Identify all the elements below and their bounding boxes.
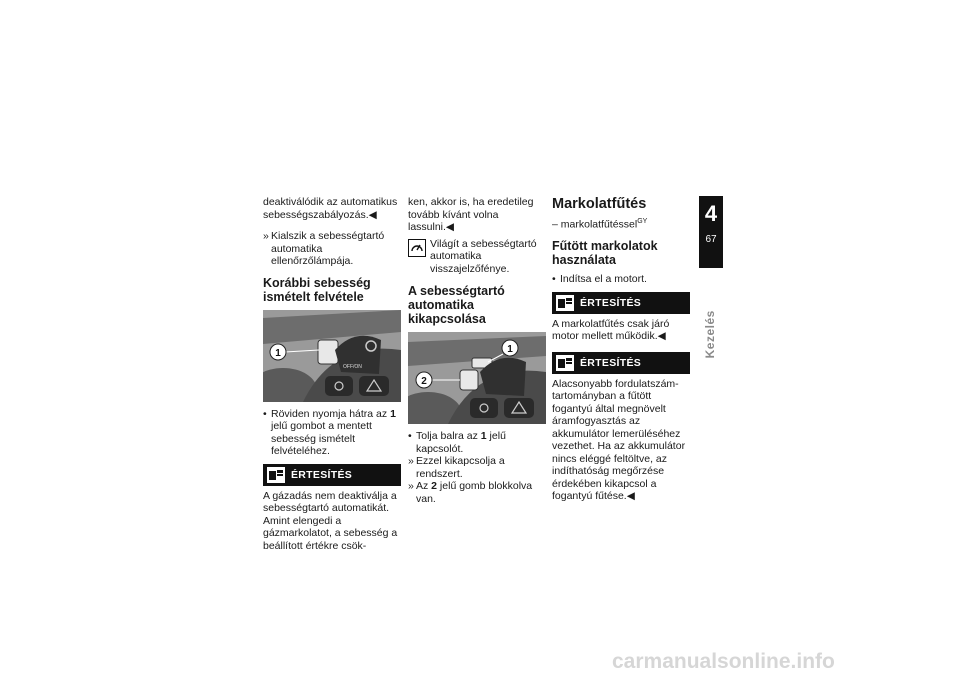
step-text: Tolja balra az [416,430,481,442]
handlebar-switch-photo [263,310,401,402]
bullet-icon: • [263,407,267,420]
watermark: carmanualsonline.info [612,650,835,673]
notice-label: ÉRTESÍTÉS [580,296,642,309]
section-heading: Korábbi sebesség ismételt felvétele [263,275,371,304]
notice-manual-icon [267,467,285,483]
result-text: Az [416,480,432,492]
notice-label: ÉRTESÍTÉS [580,356,642,369]
indicator-text: Világít a sebességtartó automatika visszajelzőfénye. [430,237,537,275]
notice-banner [263,464,401,486]
callout-2: 2 [421,376,427,387]
section-heading: A sebességtartó automatika kikapcsolása [408,284,505,326]
step-ref: 1 [390,407,396,420]
indicator-row [408,238,546,276]
bullet-icon: • [408,430,412,442]
page-number: 67 [705,234,717,245]
chapter-side-label [700,306,722,366]
notice-banner [552,292,690,314]
notice-manual-icon [556,295,574,311]
column-middle [408,196,546,505]
result-text: Ezzel kikapcsolja a rendszert. [416,455,505,480]
equipment-code: GY [637,218,648,225]
result-item [263,230,401,268]
column-left [263,196,401,552]
chapter-section-title: Markolatfűtés [552,196,647,212]
cruise-control-indicator-icon [408,239,426,261]
result-arrow-icon: » [263,230,269,242]
chapter-tab [699,196,723,268]
result-item [408,455,546,480]
callout-1: 1 [507,344,513,355]
result-ref: 2 [431,480,438,492]
photo-label: OFF/ON [343,363,362,370]
result-arrow-icon: » [408,480,414,492]
notice-text: A markolatfűtés csak járó motor mellett működik.◀ [552,317,670,342]
chapter-number: 4 [704,201,718,226]
notice-text: Alacsonyabb fordulatszám-tartományban a fűtött fogantyú által megnövelt áramfogyasztás az akkumulátor lemerüléséhez vezethet. Ha az akkumulátor nincs eléggé feltöltve, az indíthatóság megőrzése érdekében kikapcsol a fogantyú fűtése.◀ [552,377,686,502]
result-text: jelű gomb blokkolva van. [416,480,533,505]
step-ref: 1 [480,430,487,442]
bullet-icon: • [552,273,556,285]
step-item [408,430,546,455]
notice-text: A gázadás nem deaktiválja a sebességtartó automatikát. Amint elengedi a gázmarkolatot, a sebesség a beállított értékre csök- [263,489,398,552]
chapter-name: Kezelés [702,310,717,359]
section-heading: Fűtött markolatok használata [552,239,658,267]
notice-label: ÉRTESÍTÉS [291,468,353,481]
step-item [263,408,401,458]
equipment-text: markolatfűtéssel [560,218,638,231]
notice-manual-icon [556,355,574,371]
step-text: jelű gombot a mentett sebesség ismételt felvételéhez. [271,420,372,457]
notice-banner [552,352,690,374]
step-text: Röviden nyomja hátra az [271,407,391,420]
step-text: Indítsa el a motort. [560,273,647,285]
step-item [552,273,690,286]
callout-1: 1 [275,347,281,359]
column-right [552,196,690,503]
handlebar-switch-photo [408,332,546,424]
result-item [408,480,546,505]
paragraph: ken, akkor is, ha eredetileg tovább kívánt volna lassulni.◀ [408,196,534,233]
equipment-note [552,216,690,231]
result-arrow-icon: » [408,455,414,467]
paragraph: deaktiválódik az automatikus sebességszabályozás.◀ [263,196,398,221]
dash-icon: – [552,218,561,231]
result-text: Kialszik a sebességtartó automatika ellenőrzőlámpája. [271,230,385,267]
step-text: jelű kapcsolót. [416,430,506,455]
